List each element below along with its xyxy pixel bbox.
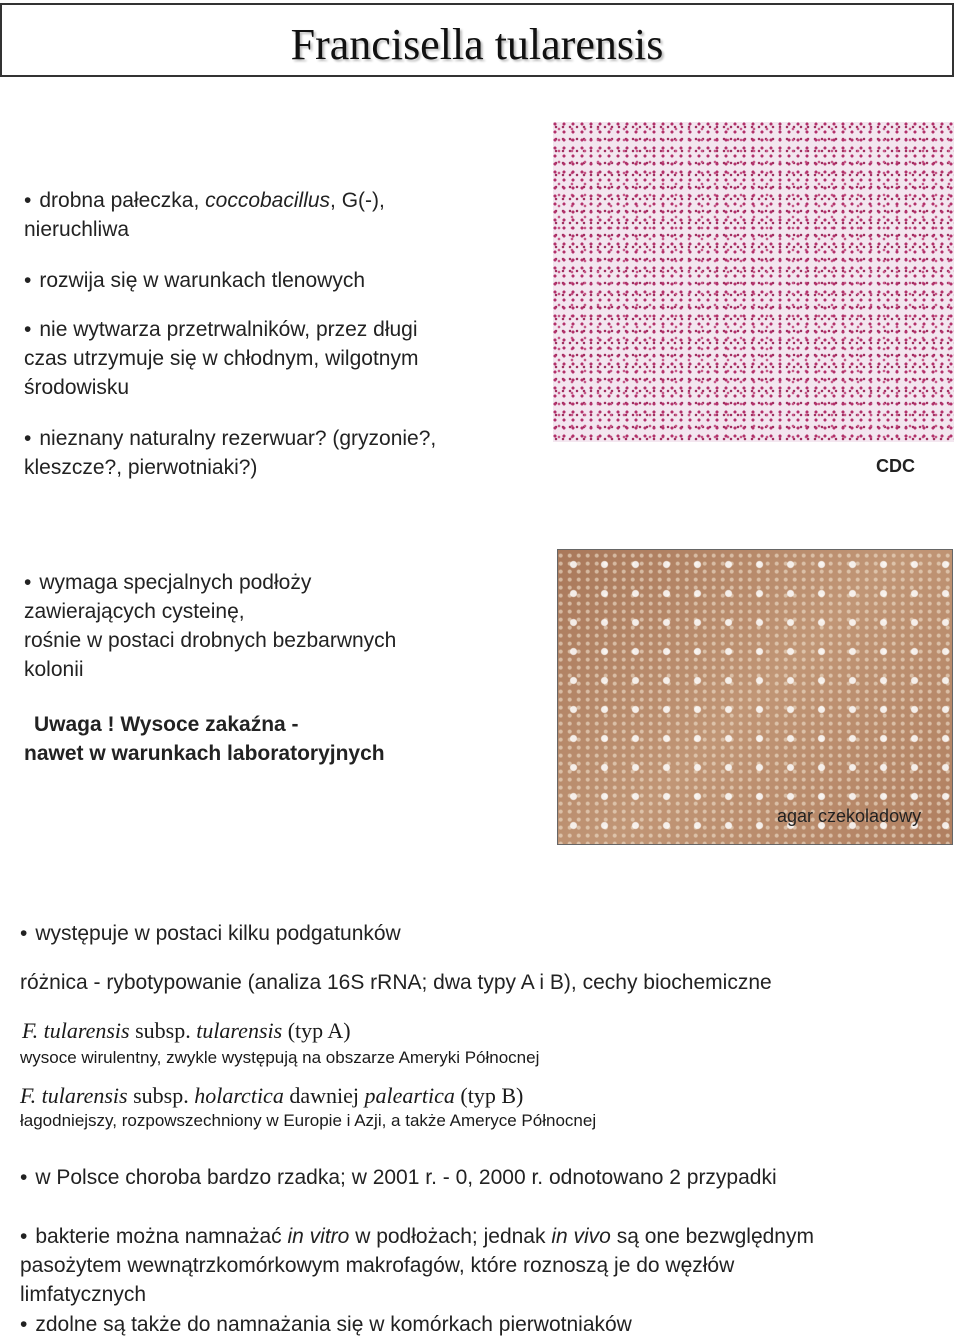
bullet-poland: • w Polsce choroba bardzo rzadka; w 2001 r. - 0, 2000 r. odnotowano 2 przypadki <box>20 1163 777 1192</box>
title-box <box>0 3 954 77</box>
bullet-line-1: • drobna pałeczka, coccobacillus, G(-), <box>24 186 385 215</box>
bullet-subspecies: • występuje w postaci kilku podgatunków <box>20 919 401 948</box>
bullet-reservoir: • nieznany naturalny rezerwuar? (gryzonie?, kleszcze?, pierwotniaki?) <box>24 424 436 482</box>
bullet-spores: • nie wytwarza przetrwalników, przez długi czas utrzymuje się w chłodnym, wilgotnym środowisku <box>24 315 418 402</box>
type-a-heading: F. tularensis subsp. tularensis (typ A) <box>22 1018 351 1043</box>
difference-text: różnica - rybotypowanie (analiza 16S rRNA; dwa typy A i B), cechy biochemiczne <box>20 971 772 994</box>
gram-stain-photo <box>553 122 954 442</box>
bullet-culture: • wymaga specjalnych podłoży zawierających cysteinę, rośnie w postaci drobnych bezbarwnych kolonii <box>24 568 396 684</box>
bullet-aerobic: • rozwija się w warunkach tlenowych <box>24 266 365 295</box>
page-title: Francisella tularensis <box>290 20 664 69</box>
bullet-morphology <box>24 186 385 244</box>
warning-text: Uwaga ! Wysoce zakaźna - nawet w warunkach laboratoryjnych <box>24 713 385 765</box>
bullet-in-vitro: • bakterie można namnażać in vitro w podłożach; jednak in vivo są one bezwględnym pasożytem wewnątrzkomórkowym makrofagów, które roznoszą je do węzłów limfatycznych <box>20 1222 814 1309</box>
bullet-line-2: nieruchliwa <box>24 218 130 241</box>
type-b-heading: F. tularensis subsp. holarctica dawniej paleartica (typ B) <box>20 1083 524 1108</box>
type-b-description: łagodniejszy, rozpowszechniony w Europie i Azji, a także Ameryce Północnej <box>20 1111 597 1130</box>
bullet-protozoa: • zdolne są także do namnażania się w komórkach pierwotniaków <box>20 1310 632 1339</box>
type-a-description: wysoce wirulentny, zwykle występują na obszarze Ameryki Północnej <box>20 1048 540 1067</box>
agar-caption: agar czekoladowy <box>777 806 922 826</box>
photo-credit: CDC <box>876 456 915 476</box>
agar-plate-photo <box>557 549 953 845</box>
